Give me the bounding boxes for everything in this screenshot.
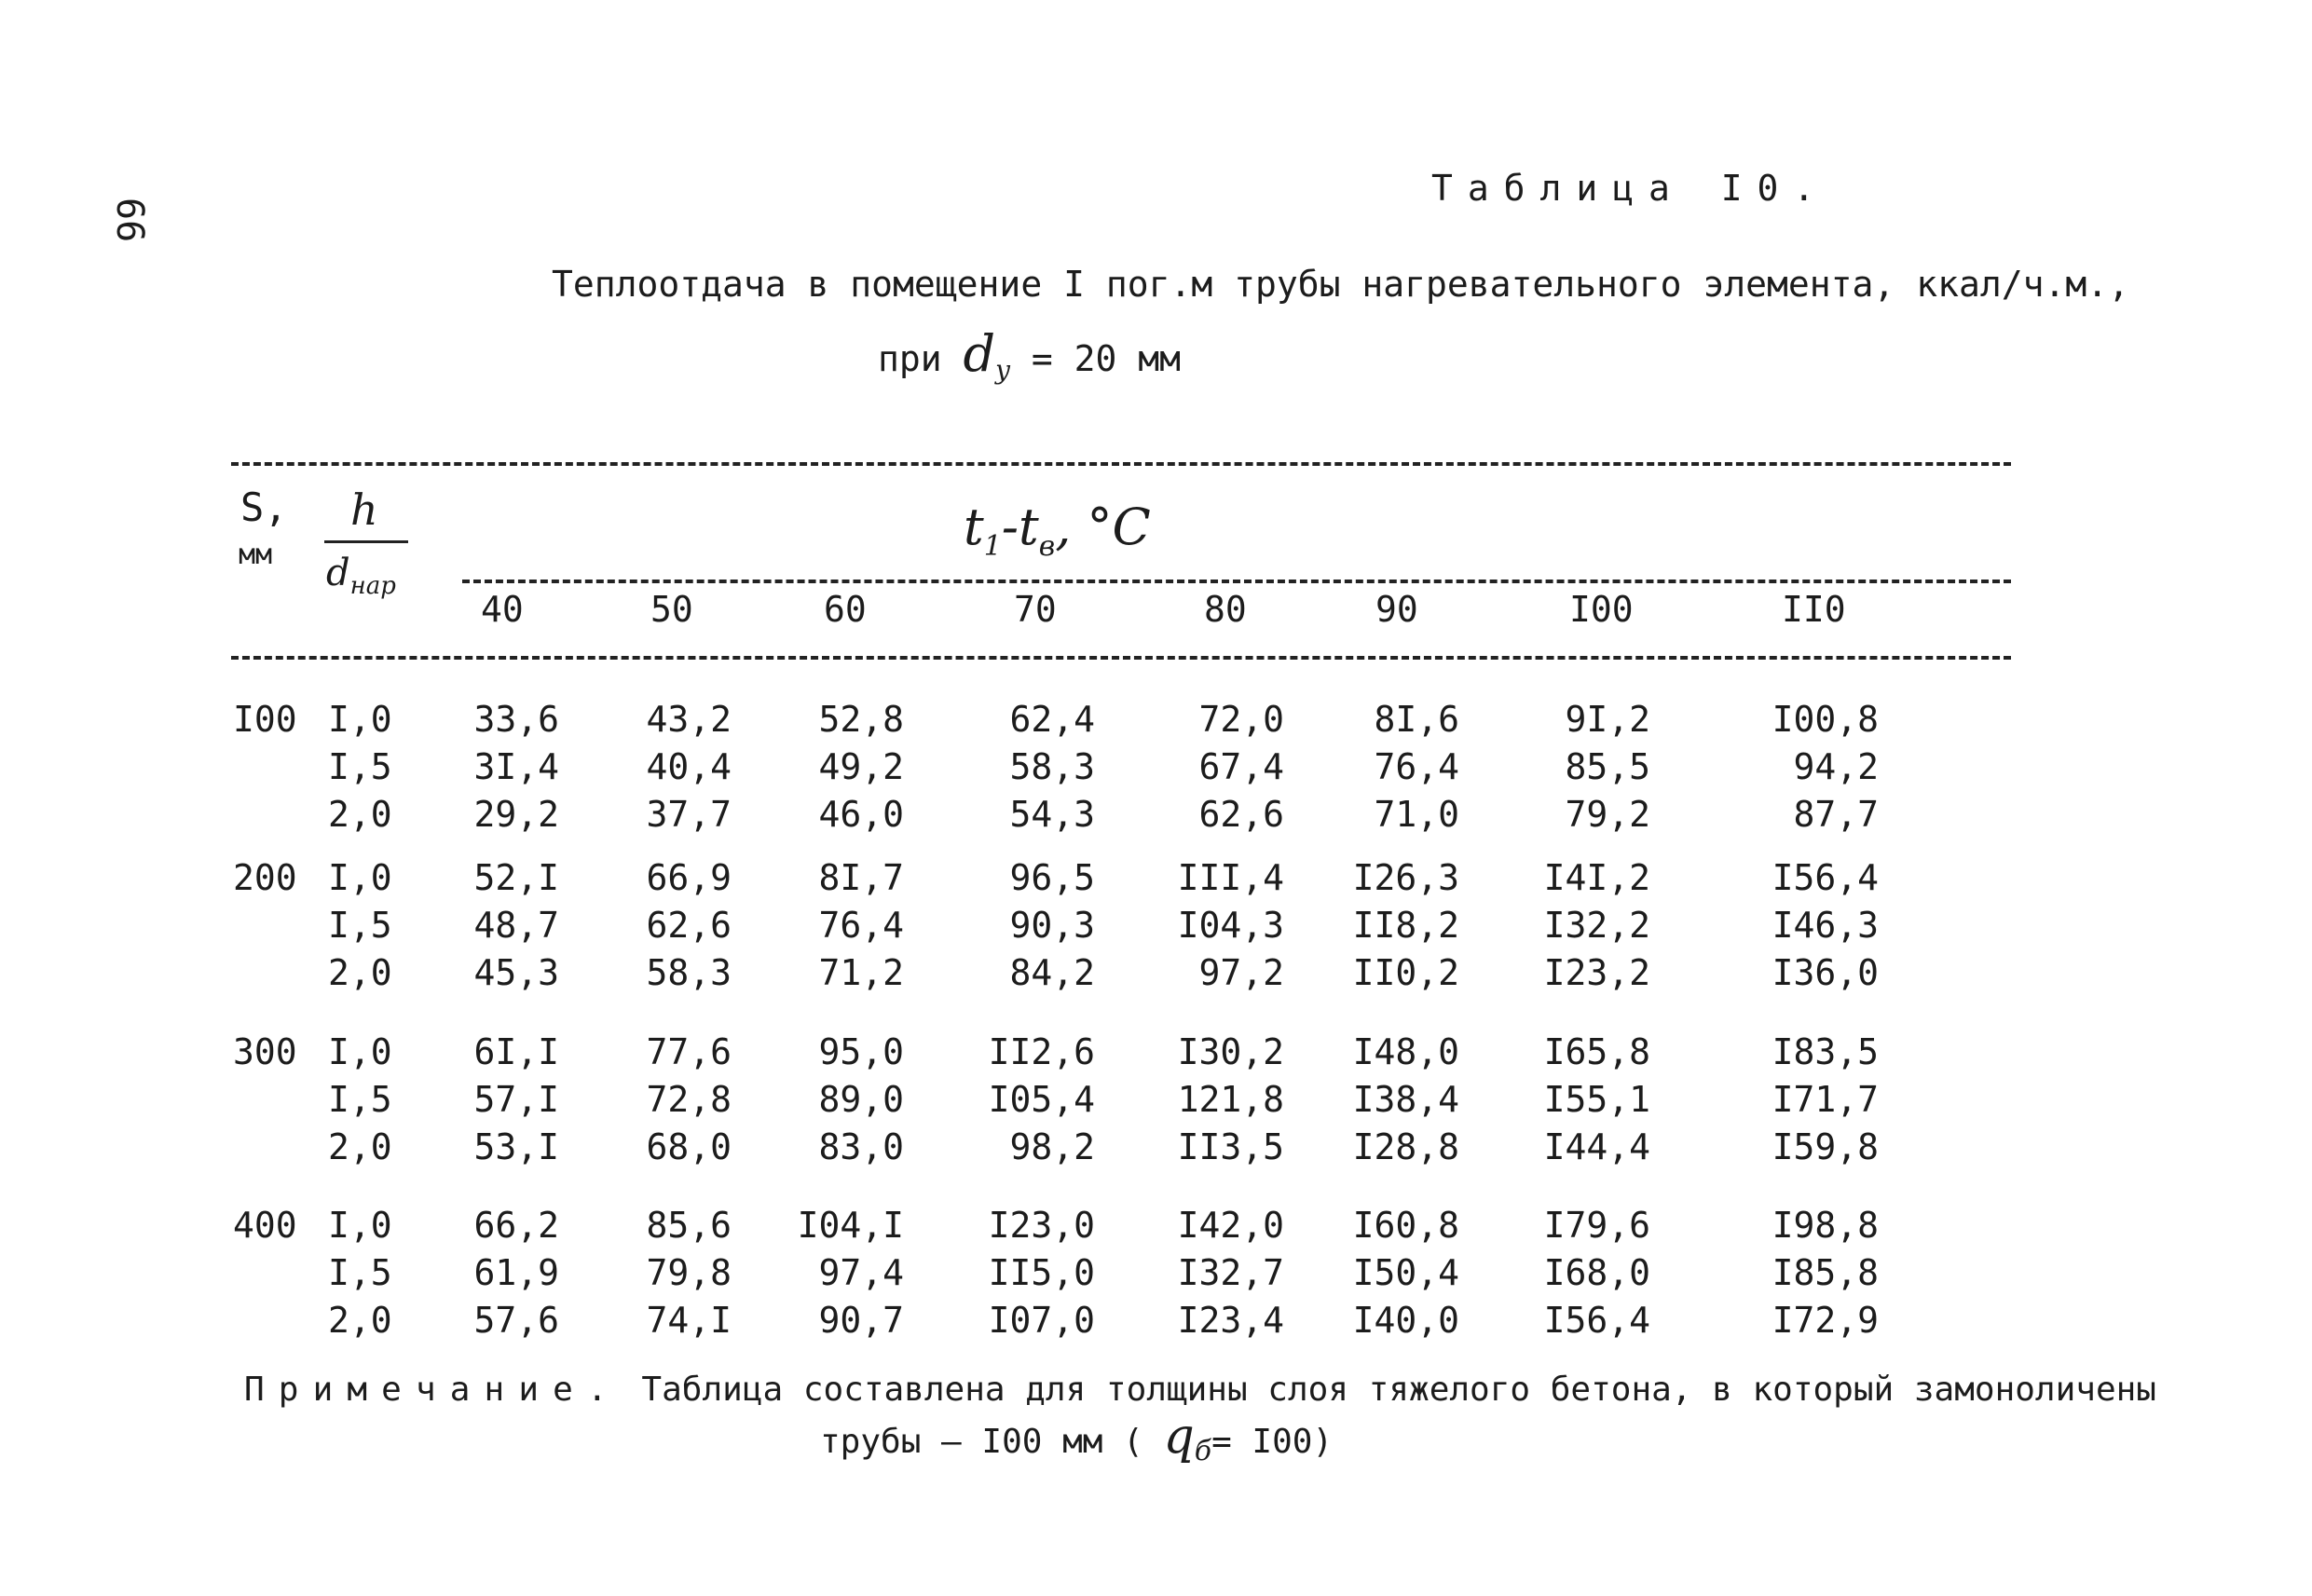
table-cell: I42,0 [1177, 1205, 1284, 1246]
table-cell: I38,4 [1352, 1079, 1459, 1120]
row-h-ratio: 2,0 [328, 794, 392, 835]
table-cell: 71,0 [1374, 794, 1459, 835]
column-title: 40 [481, 589, 524, 630]
table-cell: 62,4 [1009, 699, 1095, 740]
load-subscript: б [1194, 1435, 1212, 1468]
table-cell: I83,5 [1772, 1031, 1879, 1072]
temp-t2: t [1019, 498, 1039, 556]
caption-prefix: при [878, 338, 942, 379]
table-note-continued [820, 1409, 1333, 1467]
load-symbol: q [1163, 1409, 1195, 1465]
diameter-symbol: d [963, 324, 996, 383]
header-fraction-bar [324, 540, 408, 543]
note-label: Примечание. [244, 1371, 622, 1409]
table-cell: 9I,2 [1565, 699, 1650, 740]
table-cell: 6I,I [473, 1031, 559, 1072]
table-caption-condition [878, 324, 1181, 386]
table-cell: I00,8 [1772, 699, 1879, 740]
table-cell: I44,4 [1543, 1126, 1650, 1167]
row-h-ratio: 2,0 [328, 1300, 392, 1341]
note-text: Таблица составлена для толщины слоя тяжелого бетона, в который замоноличены [641, 1371, 2156, 1409]
table-cell: 8I,7 [818, 857, 904, 898]
table-cell: 53,I [473, 1126, 559, 1167]
table-cell: I65,8 [1543, 1031, 1650, 1072]
table-cell: 94,2 [1793, 746, 1879, 787]
table-cell: 84,2 [1009, 952, 1095, 993]
table-cell: I36,0 [1772, 952, 1879, 993]
table-cell: 58,3 [1009, 746, 1095, 787]
page-number: 66 [108, 198, 151, 243]
header-h-numerator: h [350, 484, 378, 535]
table-cell: I48,0 [1352, 1031, 1459, 1072]
table-cell: III,4 [1177, 857, 1284, 898]
table-cell: II2,6 [988, 1031, 1095, 1072]
table-cell: 61,9 [473, 1252, 559, 1293]
row-h-ratio: I,0 [328, 857, 392, 898]
table-cell: 95,0 [818, 1031, 904, 1072]
table-cell: 98,2 [1009, 1126, 1095, 1167]
table-cell: 62,6 [646, 905, 732, 946]
table-cell: 40,4 [646, 746, 732, 787]
column-title: 70 [1014, 589, 1057, 630]
table-cell: I4I,2 [1543, 857, 1650, 898]
table-cell: I46,3 [1772, 905, 1879, 946]
table-cell: 72,0 [1198, 699, 1284, 740]
table-cell: I60,8 [1352, 1205, 1459, 1246]
table-cell: I50,4 [1352, 1252, 1459, 1293]
table-caption: Теплоотдача в помещение I пог.м трубы нагревательного элемента, ккал/ч.м., [552, 264, 2129, 305]
table-cell: 79,2 [1565, 794, 1650, 835]
table-cell: 29,2 [473, 794, 559, 835]
table-cell: 67,4 [1198, 746, 1284, 787]
table-cell: 52,I [473, 857, 559, 898]
table-cell: I59,8 [1772, 1126, 1879, 1167]
table-cell: 57,I [473, 1079, 559, 1120]
row-h-ratio: I,0 [328, 699, 392, 740]
table-cell: 76,4 [1374, 746, 1459, 787]
table-note [244, 1371, 2156, 1409]
table-cell: I30,2 [1177, 1031, 1284, 1072]
table-cell: I55,1 [1543, 1079, 1650, 1120]
table-cell: 62,6 [1198, 794, 1284, 835]
table-cell: 72,8 [646, 1079, 732, 1120]
table-cell: 90,3 [1009, 905, 1095, 946]
table-cell: I79,6 [1543, 1205, 1650, 1246]
table-cell: 8I,6 [1374, 699, 1459, 740]
table-cell: I26,3 [1352, 857, 1459, 898]
table-cell: 66,2 [473, 1205, 559, 1246]
row-s-value: 300 [233, 1031, 297, 1072]
table-cell: 79,8 [646, 1252, 732, 1293]
header-s-unit: мм [239, 539, 273, 571]
table-cell: 45,3 [473, 952, 559, 993]
table-cell: 97,2 [1198, 952, 1284, 993]
column-title: II0 [1782, 589, 1846, 630]
table-cell: 66,9 [646, 857, 732, 898]
table-cell: I56,4 [1772, 857, 1879, 898]
table-cell: I85,8 [1772, 1252, 1879, 1293]
table-rule-bottom [231, 656, 2011, 660]
table-cell: I04,I [797, 1205, 904, 1246]
table-cell: 49,2 [818, 746, 904, 787]
table-cell: I98,8 [1772, 1205, 1879, 1246]
table-cell: 76,4 [818, 905, 904, 946]
caption-value: = 20 мм [1031, 338, 1181, 379]
table-cell: 57,6 [473, 1300, 559, 1341]
table-cell: 97,4 [818, 1252, 904, 1293]
table-rule-header [462, 580, 2011, 583]
row-h-ratio: I,5 [328, 1079, 392, 1120]
table-cell: I28,8 [1352, 1126, 1459, 1167]
table-cell: I32,7 [1177, 1252, 1284, 1293]
table-cell: I32,2 [1543, 905, 1650, 946]
column-title: 80 [1204, 589, 1247, 630]
row-s-value: 200 [233, 857, 297, 898]
table-cell: 33,6 [473, 699, 559, 740]
temp-dash: - [1001, 498, 1019, 556]
row-h-ratio: I,0 [328, 1031, 392, 1072]
note-text-2: трубы — I00 мм ( [820, 1423, 1143, 1461]
table-cell: I40,0 [1352, 1300, 1459, 1341]
table-cell: I23,2 [1543, 952, 1650, 993]
table-cell: 74,I [646, 1300, 732, 1341]
table-cell: 37,7 [646, 794, 732, 835]
table-cell: 48,7 [473, 905, 559, 946]
table-cell: 77,6 [646, 1031, 732, 1072]
table-label: Таблица I0. [1431, 168, 1830, 209]
table-cell: 58,3 [646, 952, 732, 993]
table-cell: 46,0 [818, 794, 904, 835]
row-h-ratio: 2,0 [328, 1126, 392, 1167]
table-cell: I04,3 [1177, 905, 1284, 946]
row-h-ratio: I,5 [328, 746, 392, 787]
table-cell: 96,5 [1009, 857, 1095, 898]
table-cell: I07,0 [988, 1300, 1095, 1341]
temp-t1: t [964, 498, 984, 556]
header-d-subscript: нар [349, 572, 396, 600]
table-cell: I05,4 [988, 1079, 1095, 1120]
header-s: S, [240, 484, 288, 530]
table-rule-top [231, 462, 2011, 466]
table-cell: 85,5 [1565, 746, 1650, 787]
table-cell: 3I,4 [473, 746, 559, 787]
table-cell: II3,5 [1177, 1126, 1284, 1167]
table-cell: 85,6 [646, 1205, 732, 1246]
diameter-subscript: y [995, 354, 1010, 386]
table-cell: I23,4 [1177, 1300, 1284, 1341]
table-cell: 52,8 [818, 699, 904, 740]
table-cell: 121,8 [1177, 1079, 1284, 1120]
table-cell: I68,0 [1543, 1252, 1650, 1293]
header-d-symbol: d [326, 552, 350, 594]
temp-t1-subscript: 1 [983, 529, 1002, 563]
table-cell: I71,7 [1772, 1079, 1879, 1120]
temp-unit: , °C [1055, 498, 1151, 556]
table-cell: 54,3 [1009, 794, 1095, 835]
table-cell: I23,0 [988, 1205, 1095, 1246]
table-cell: 83,0 [818, 1126, 904, 1167]
table-cell: 68,0 [646, 1126, 732, 1167]
table-cell: 71,2 [818, 952, 904, 993]
table-cell: 43,2 [646, 699, 732, 740]
header-temperature-difference [964, 498, 1151, 563]
table-cell: II8,2 [1352, 905, 1459, 946]
table-cell: I72,9 [1772, 1300, 1879, 1341]
row-h-ratio: 2,0 [328, 952, 392, 993]
row-h-ratio: I,5 [328, 1252, 392, 1293]
table-cell: 90,7 [818, 1300, 904, 1341]
row-h-ratio: I,5 [328, 905, 392, 946]
header-h-denominator [326, 552, 396, 600]
note-value: = I00) [1211, 1423, 1334, 1461]
row-h-ratio: I,0 [328, 1205, 392, 1246]
row-s-value: I00 [233, 699, 297, 740]
table-cell: II0,2 [1352, 952, 1459, 993]
table-cell: I56,4 [1543, 1300, 1650, 1341]
table-cell: 87,7 [1793, 794, 1879, 835]
table-cell: 89,0 [818, 1079, 904, 1120]
column-title: 90 [1375, 589, 1418, 630]
row-s-value: 400 [233, 1205, 297, 1246]
temp-t2-subscript: в [1038, 529, 1056, 563]
column-title: I00 [1569, 589, 1634, 630]
column-title: 60 [824, 589, 867, 630]
table-cell: II5,0 [988, 1252, 1095, 1293]
column-title: 50 [650, 589, 693, 630]
